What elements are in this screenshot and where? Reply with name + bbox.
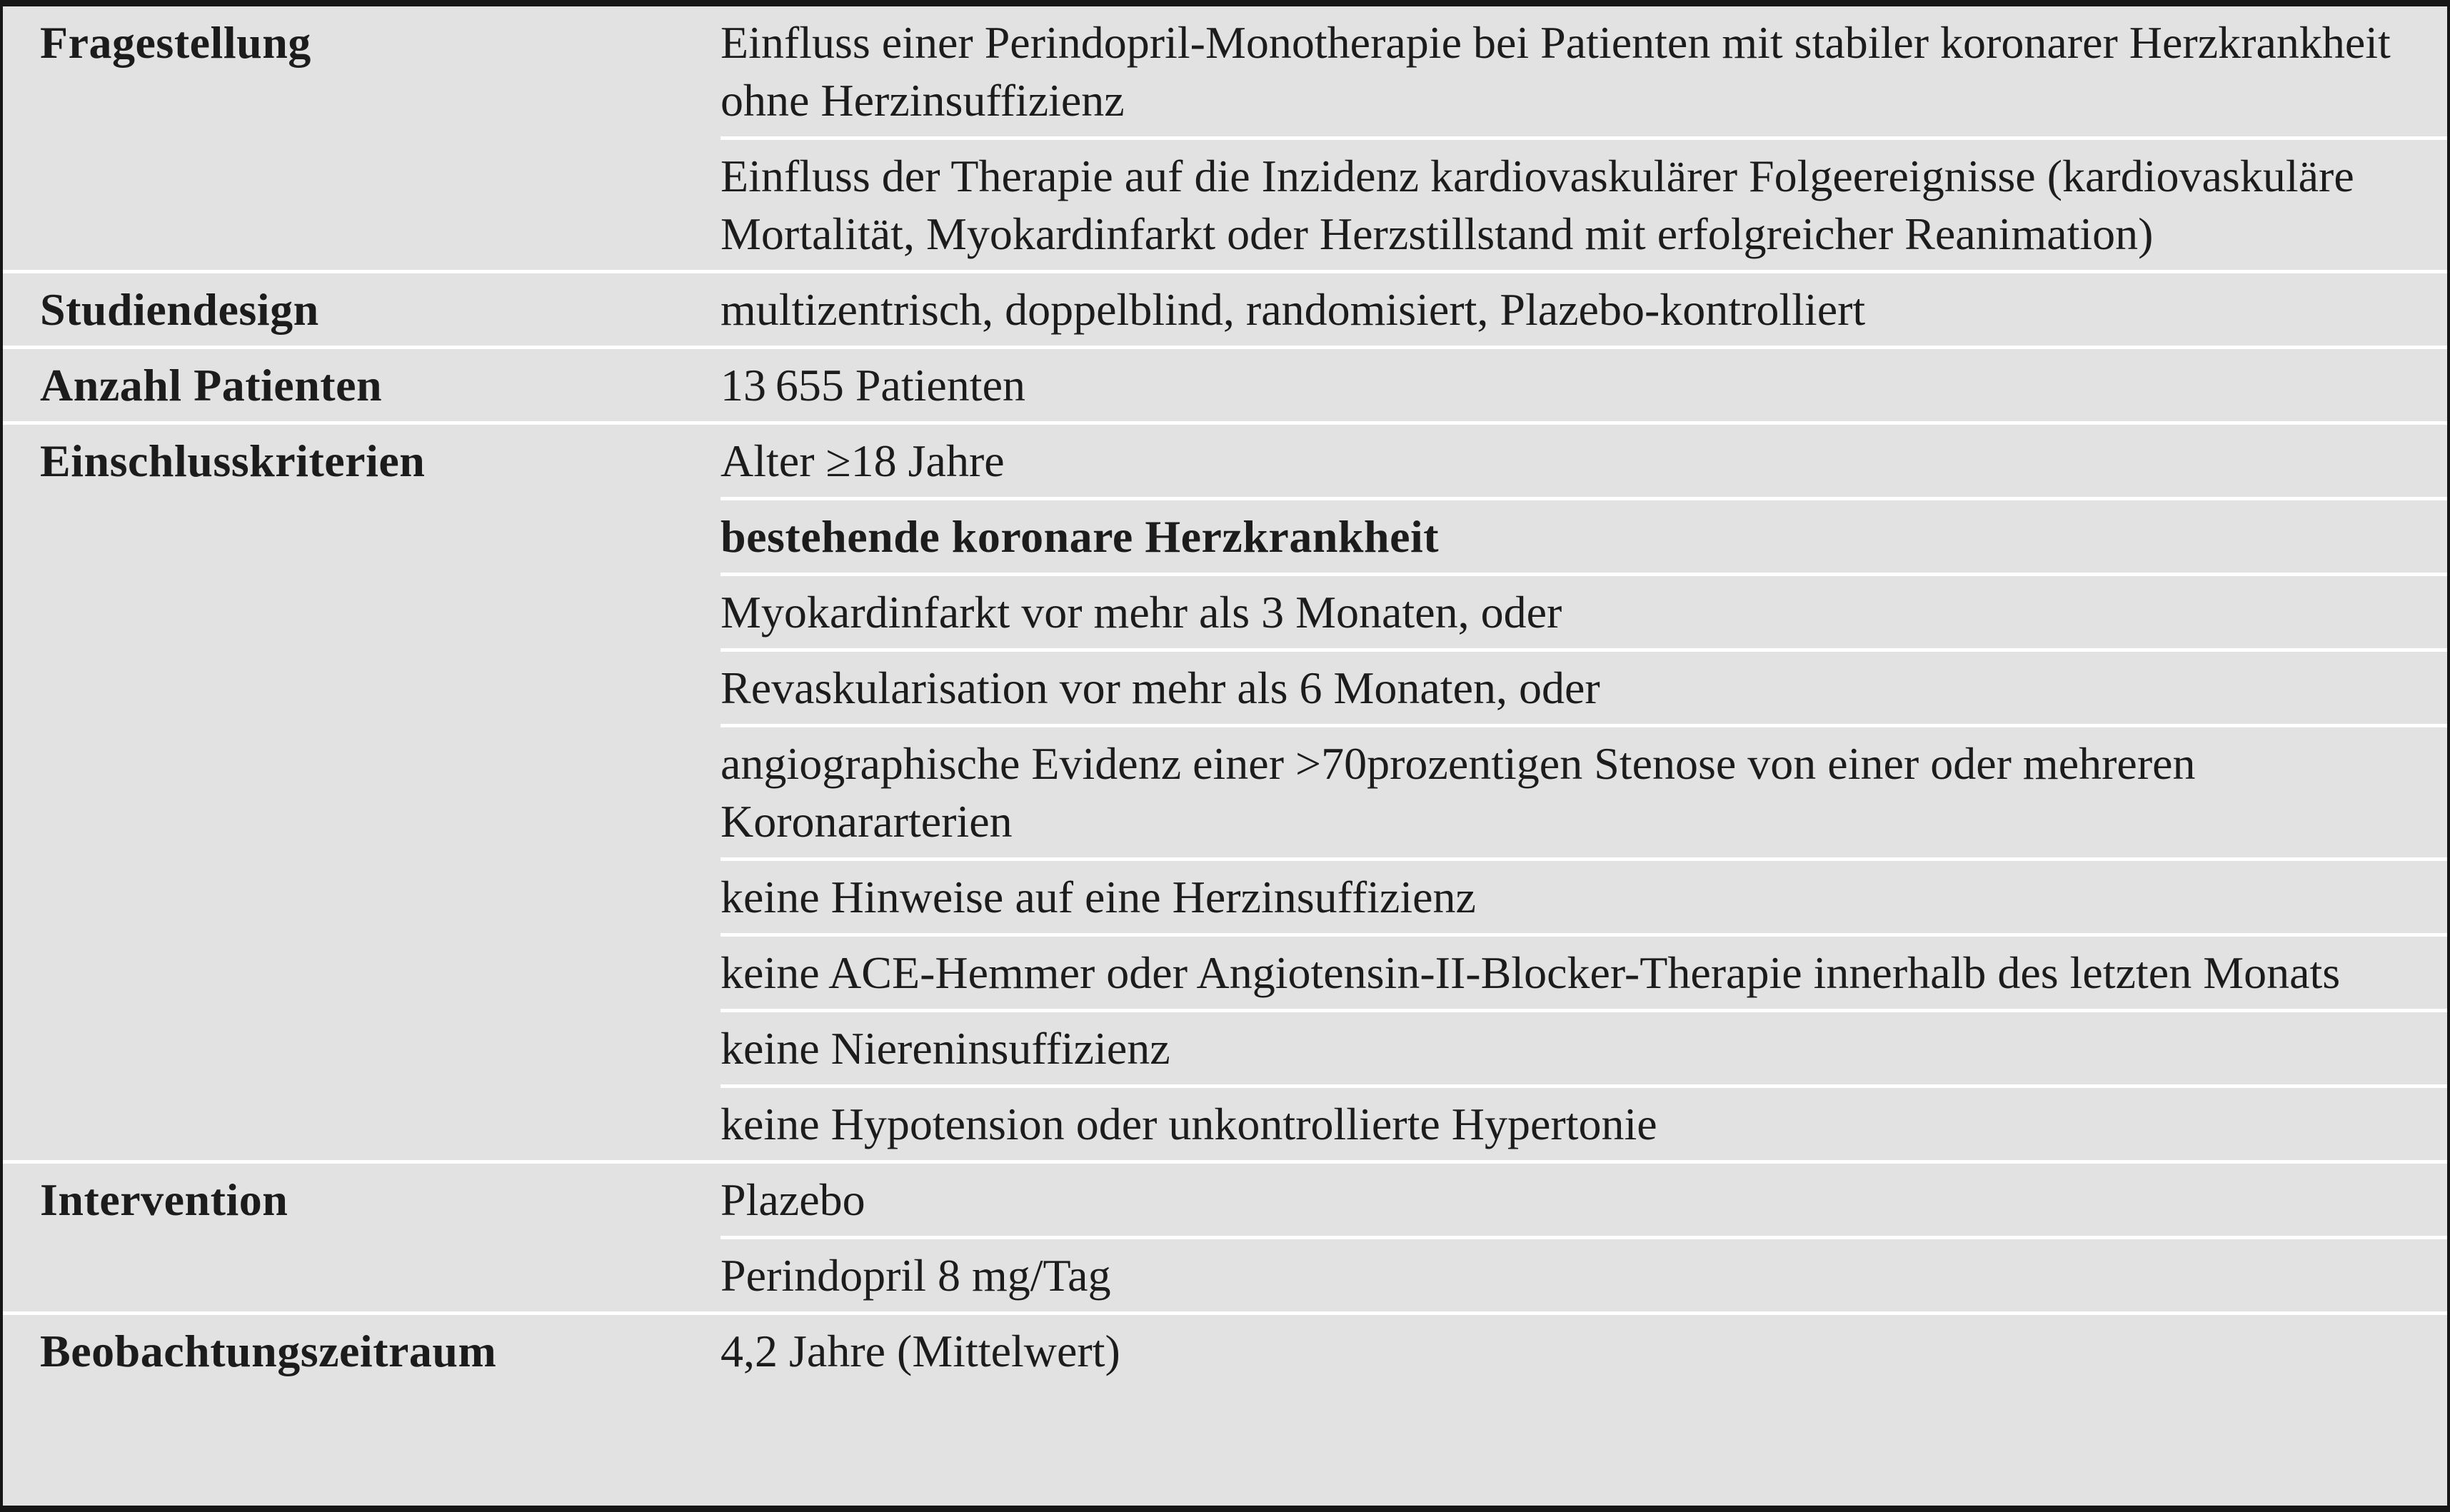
row-value: keine ACE-Hemmer oder Angiotensin-II-Blocker-Therapie innerhalb des letzten Monats <box>721 933 2447 1009</box>
row-value: Myokardinfarkt vor mehr als 3 Monaten, oder <box>721 573 2447 648</box>
table-section-einschlusskriterien <box>3 421 2447 1160</box>
row-label-einschlusskriterien: Einschlusskriterien <box>40 435 426 486</box>
row-label-intervention: Intervention <box>40 1174 288 1225</box>
row-value: angiographische Evidenz einer >70prozentigen Stenose von einer oder mehreren Koronararterien <box>721 724 2447 857</box>
row-label-studiendesign: Studiendesign <box>40 284 319 335</box>
row-values <box>721 6 2447 270</box>
row-value: keine Niereninsuffizienz <box>721 1009 2447 1084</box>
row-value: Alter ≥18 Jahre <box>721 435 1005 486</box>
row-value: keine Hypotension oder unkontrollierte Hypertonie <box>721 1084 2447 1160</box>
row-value: Plazebo <box>721 1174 865 1225</box>
table-section-beobachtungszeitraum <box>3 1311 2447 1387</box>
row-value: multizentrisch, doppelblind, randomisiert, Plazebo-kontrolliert <box>721 284 1866 335</box>
table-section-fragestellung <box>3 6 2447 270</box>
row-label-beobachtungszeitraum: Beobachtungszeitraum <box>40 1326 497 1376</box>
row-value: Revaskularisation vor mehr als 6 Monaten, oder <box>721 648 2447 724</box>
row-value: keine Hinweise auf eine Herzinsuffizienz <box>721 857 2447 933</box>
row-value: 4,2 Jahre (Mittelwert) <box>721 1326 1120 1376</box>
row-values <box>721 273 2447 346</box>
row-value: Einfluss der Therapie auf die Inzidenz kardiovaskulärer Folgeereignisse (kardiovaskuläre Mortalität, Myokardinfarkt oder Herzstillstand mit erfolgreicher Reanimation) <box>721 136 2447 270</box>
table-section-anzahl-patienten <box>3 346 2447 421</box>
row-value: Perindopril 8 mg/Tag <box>721 1236 2447 1311</box>
row-label-anzahl-patienten: Anzahl Patienten <box>40 360 383 410</box>
row-values <box>721 1315 2447 1387</box>
row-values <box>721 349 2447 421</box>
row-label-fragestellung: Fragestellung <box>40 17 311 68</box>
table-section-studiendesign <box>3 270 2447 346</box>
row-values <box>721 1164 2447 1311</box>
row-value: Einfluss einer Perindopril-Monotherapie bei Patienten mit stabiler koronarer Herzkrankheit ohne Herzinsuffizienz <box>721 17 2391 126</box>
row-values <box>721 425 2447 1160</box>
row-value: 13 655 Patienten <box>721 360 1025 410</box>
row-value: bestehende koronare Herzkrankheit <box>721 497 2447 573</box>
table-section-intervention <box>3 1160 2447 1311</box>
